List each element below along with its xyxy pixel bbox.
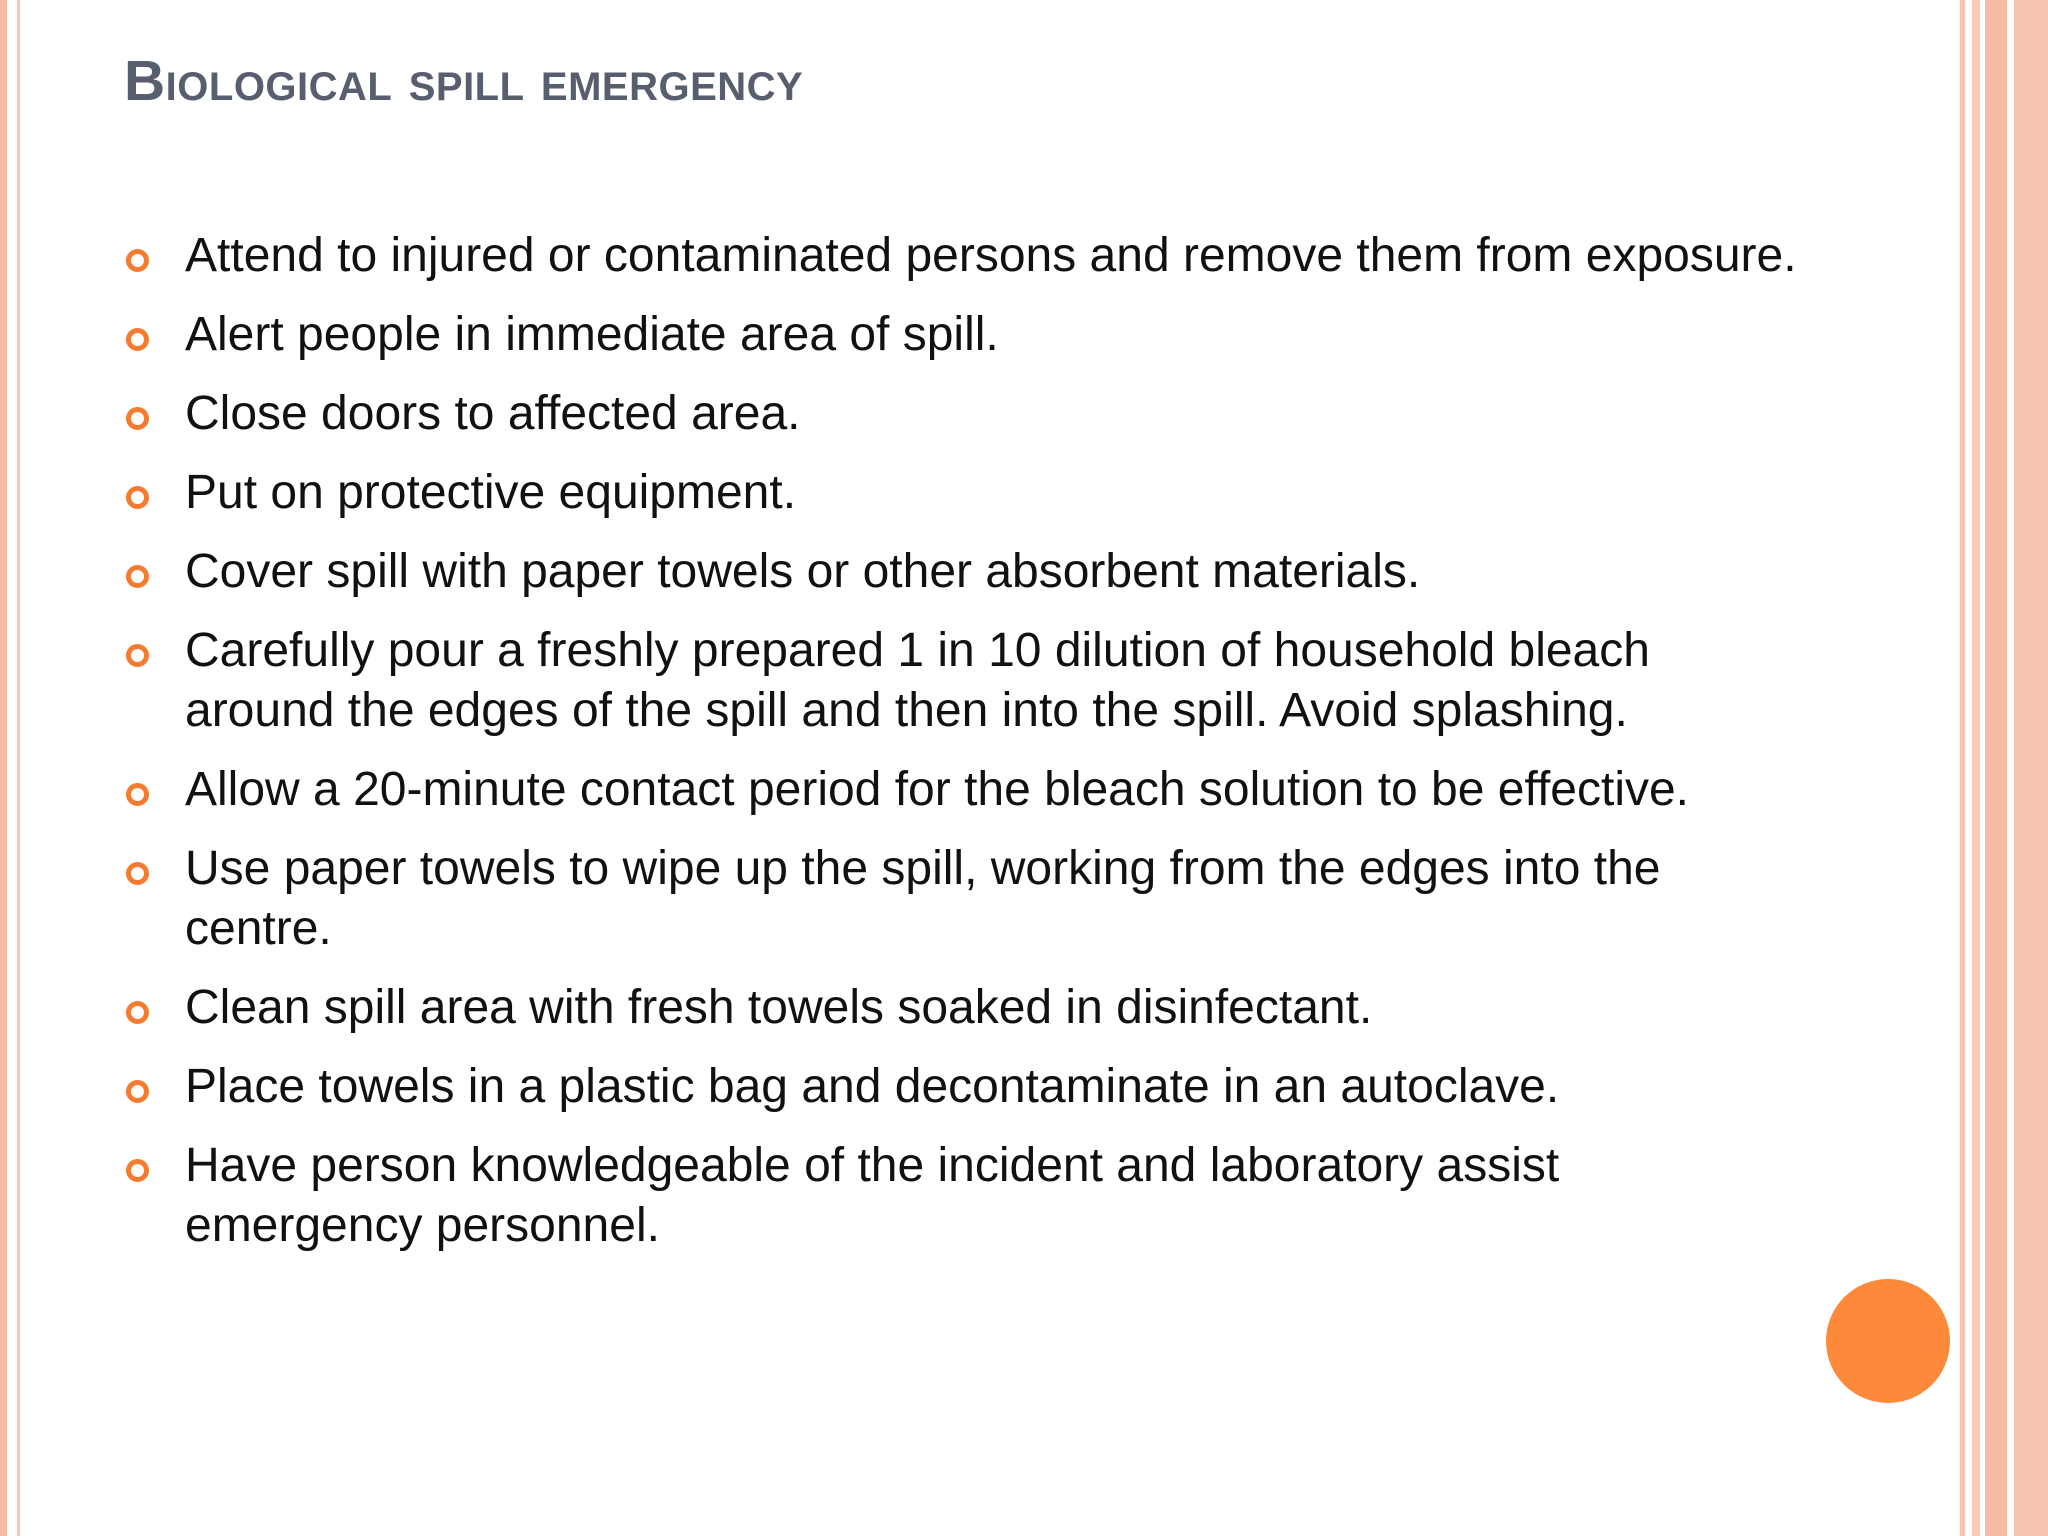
right-border-stripe — [2014, 0, 2048, 1536]
bullet-text: Put on protective equipment. — [185, 466, 797, 519]
bullet-item — [124, 305, 1804, 365]
ring-bullet-icon — [126, 862, 149, 885]
bullet-item — [124, 463, 1804, 523]
ring-bullet-icon — [126, 1159, 149, 1182]
bullet-item — [124, 621, 1804, 741]
ring-bullet-icon — [126, 1080, 149, 1103]
left-border-stripe — [0, 0, 7, 1536]
bullet-text: Use paper towels to wipe up the spill, working from the edges into the centre. — [185, 842, 1661, 955]
right-border-stripe — [1972, 0, 1980, 1536]
ring-bullet-icon — [126, 407, 149, 430]
bullet-text: Alert people in immediate area of spill. — [185, 308, 999, 361]
left-border-stripe-thin — [17, 0, 20, 1536]
bullet-item — [124, 760, 1804, 820]
ring-bullet-icon — [126, 644, 149, 667]
bullet-text: Carefully pour a freshly prepared 1 in 10 dilution of household bleach around the edges of the spill and then into the spill. Avoid splashing. — [185, 624, 1650, 737]
ring-bullet-icon — [126, 486, 149, 509]
bullet-item — [124, 839, 1804, 959]
ring-bullet-icon — [126, 328, 149, 351]
right-border-stripe — [1985, 0, 2007, 1536]
ring-bullet-icon — [126, 565, 149, 588]
ring-bullet-icon — [126, 1001, 149, 1024]
bullet-item — [124, 542, 1804, 602]
bullet-list — [124, 226, 1804, 1275]
ring-bullet-icon — [126, 249, 149, 272]
bullet-text: Allow a 20-minute contact period for the bleach solution to be effective. — [185, 763, 1690, 816]
bullet-item — [124, 978, 1804, 1038]
right-border-stripe — [1960, 0, 1965, 1536]
slide-title: Biological spill emergency — [124, 49, 804, 113]
ring-bullet-icon — [126, 783, 149, 806]
bullet-item — [124, 1057, 1804, 1117]
bullet-item — [124, 226, 1804, 286]
bullet-item — [124, 384, 1804, 444]
bullet-text: Place towels in a plastic bag and decontaminate in an autoclave. — [185, 1060, 1560, 1113]
bullet-text: Close doors to affected area. — [185, 387, 801, 440]
bullet-text: Clean spill area with fresh towels soaked in disinfectant. — [185, 981, 1373, 1034]
bullet-item — [124, 1136, 1804, 1256]
bullet-text: Attend to injured or contaminated persons and remove them from exposure. — [185, 229, 1797, 282]
decorative-circle — [1826, 1279, 1950, 1403]
bullet-text: Have person knowledgeable of the incident and laboratory assist emergency personnel. — [185, 1139, 1560, 1252]
bullet-text: Cover spill with paper towels or other absorbent materials. — [185, 545, 1421, 598]
